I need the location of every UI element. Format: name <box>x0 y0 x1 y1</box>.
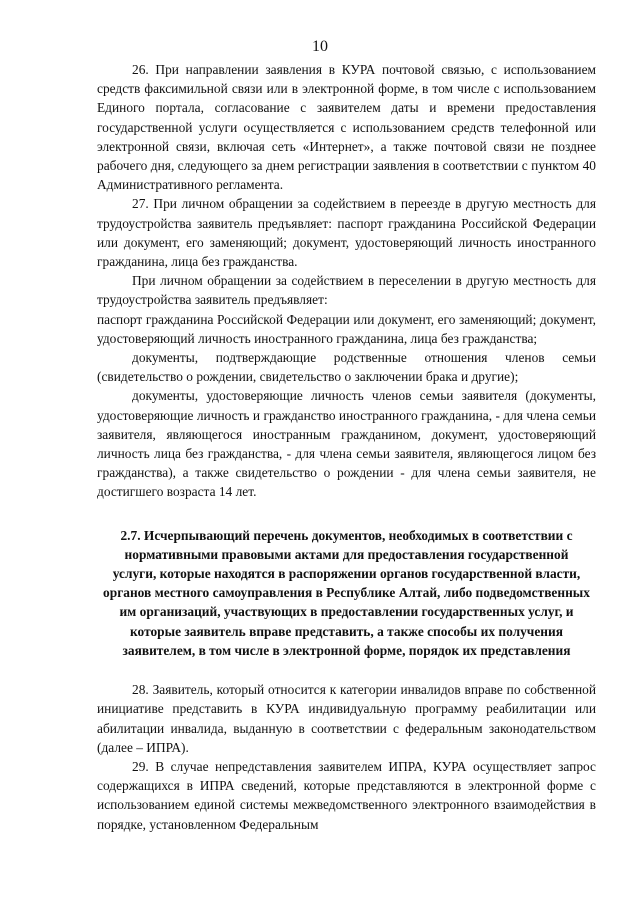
paragraph-26: 26. При направлении заявления в КУРА почтовой связью, с использованием средств факсимильной связи или в электронной форме, в том числе с использованием Единого портала, согласование с заявителем даты и времени предоставления государственной услуги осуществляется с использованием средств телефонной или электронной связи, включая сеть «Интернет», а также почтовой связи не позднее рабочего дня, следующего за днем регистрации заявления в соответствии с пунктом 40 Административного регламента. <box>97 62 596 193</box>
paragraph-kinship-documents: документы, подтверждающие родственные отношения членов семьи (свидетельство о рождении, свидетельство о заключении брака и другие); <box>97 350 596 385</box>
paragraph-29: 29. В случае непредставления заявителем ИПРА, КУРА осуществляет запрос содержащихся в ИПРА сведений, которые представляются в электронной форме с использованием единой системы межведомственного электронного взаимодействия в порядке, установленном Федеральным <box>97 758 596 832</box>
paragraph-28: 28. Заявитель, который относится к категории инвалидов вправе по собственной инициативе представить в КУРА индивидуальную программу реабилитации или абилитации инвалида, выданную в соответствии с федеральным законодательством (далее – ИПРА). <box>97 682 596 755</box>
paragraph-family-identity-documents: документы, удостоверяющие личность членов семьи заявителя (документы, удостоверяющие личность и гражданство иностранного гражданина, - для члена семьи заявителя, являющегося иностранным гражданином, документ, удостоверяющий личность лица без гражданства, - для члена семьи заявителя, являющегося лицом без гражданства), а также свидетельство о рождении - для члена семьи заявителя, не достигшего возраста 14 лет. <box>97 388 596 500</box>
page-number: 10 <box>312 38 328 55</box>
paragraph-passport: паспорт гражданина Российской Федерации или документ, его заменяющий; документ, удостоверяющий личность иностранного гражданина, лица без гражданства; <box>97 311 596 346</box>
paragraph-27: 27. При личном обращении за содействием в переезде в другую местность для трудоустройства заявитель предъявляет: паспорт гражданина Российской Федерации или документ, его заменяющий; документ, удостоверяющий личность иностранного гражданина, лица без гражданства. <box>97 196 596 270</box>
section-heading-2-7: 2.7. Исчерпывающий перечень документов, необходимых в соответствии с нормативными правовыми актами для предоставления государственной услуги, которые находятся в распоряжении органов государственной власти, органов местного самоуправления в Республике Алтай, либо подведомственных им организаций, участвующих в предоставлении государственных услуг, и которые заявитель вправе представить, а также способы их получения заявителем, в том числе в электронной форме, порядок их представления <box>103 527 590 658</box>
document-body <box>97 60 596 834</box>
paragraph-resettlement-intro: При личном обращении за содействием в переселении в другую местность для трудоустройства заявитель предъявляет: <box>97 273 596 308</box>
